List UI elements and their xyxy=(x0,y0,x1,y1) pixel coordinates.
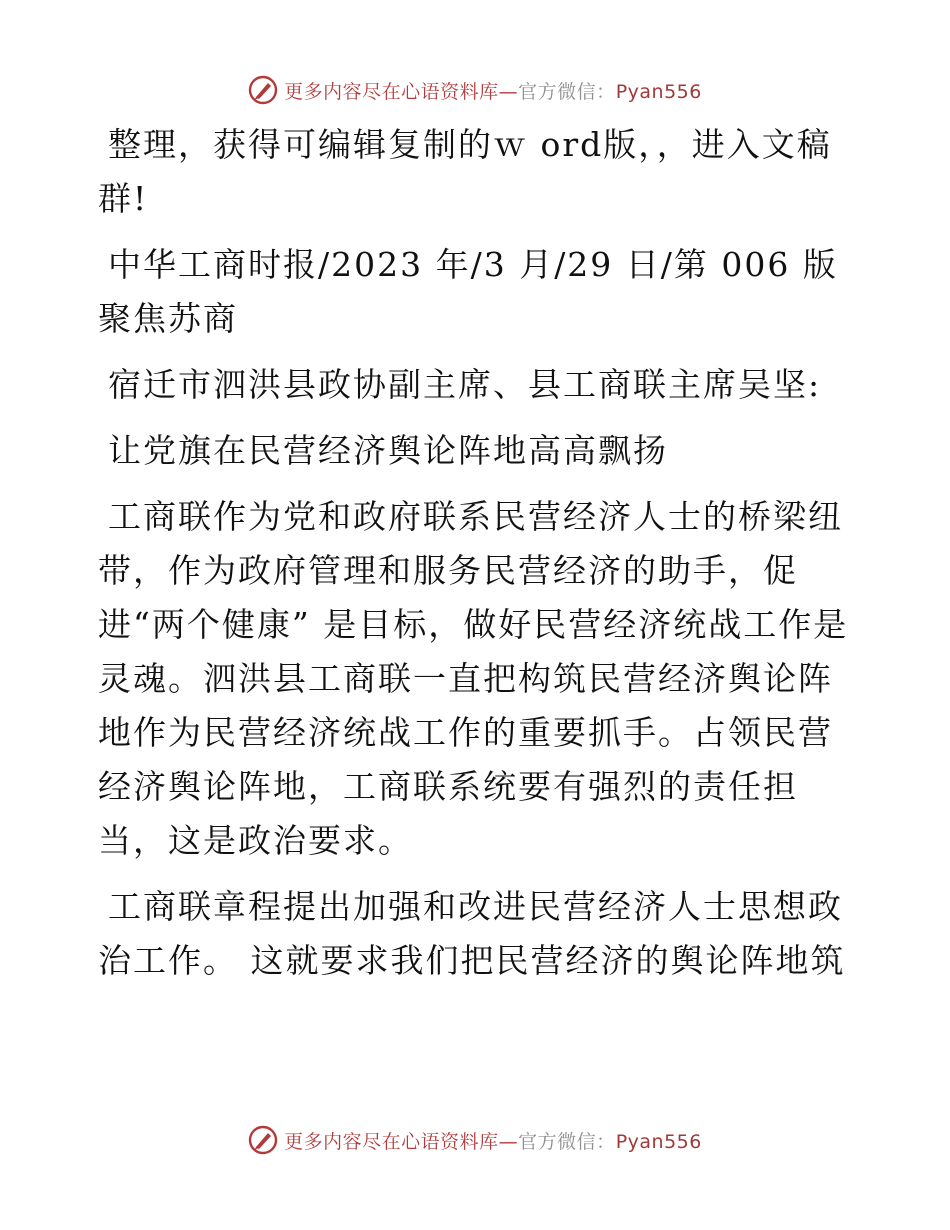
watermark-wechat-id: Pyan556 xyxy=(615,80,702,103)
watermark-wechat-label: 官方微信： xyxy=(518,80,616,103)
article-title: 让党旗在民营经济舆论阵地高高飘扬 xyxy=(108,431,668,470)
header-watermark xyxy=(0,70,950,110)
document-body xyxy=(98,118,858,1000)
intro-paragraph: 整理，获得可编辑复制的ｗ ord版，，进入文稿群! xyxy=(98,125,832,218)
watermark-text: 更多内容尽在心语资料库 xyxy=(284,80,499,103)
watermark-dash: — xyxy=(498,80,519,103)
pen-seal-icon xyxy=(248,75,278,105)
watermark-wechat-id: Pyan556 xyxy=(615,1130,702,1153)
body-paragraph: 工商联章程提出加强和改进民营经济人士思想政治工作。 这就要求我们把民营经济的舆论阵地筑 xyxy=(98,887,846,980)
footer-watermark xyxy=(0,1120,950,1160)
watermark-dash: — xyxy=(498,1130,519,1153)
source-line: 中华工商时报/2023 年/3 月/29 日/第 006 版聚焦苏商 xyxy=(98,245,838,338)
pen-seal-icon xyxy=(248,1125,278,1155)
watermark-wechat-label: 官方微信： xyxy=(518,1130,616,1153)
body-paragraph: 工商联作为党和政府联系民营经济人士的桥梁纽带，作为政府管理和服务民营经济的助手，促进“两个健康” 是目标，做好民营经济统战工作是灵魂。泗洪县工商联一直把构筑民营经济舆论阵地作为民营经济统战工作的重要抓手。占领民营经济舆论阵地，工商联系统要有强烈的责任担当，这是政治要求。 xyxy=(98,497,849,860)
author-line: 宿迁市泗洪县政协副主席、县工商联主席吴坚: xyxy=(108,365,822,404)
watermark-text: 更多内容尽在心语资料库 xyxy=(284,1130,499,1153)
